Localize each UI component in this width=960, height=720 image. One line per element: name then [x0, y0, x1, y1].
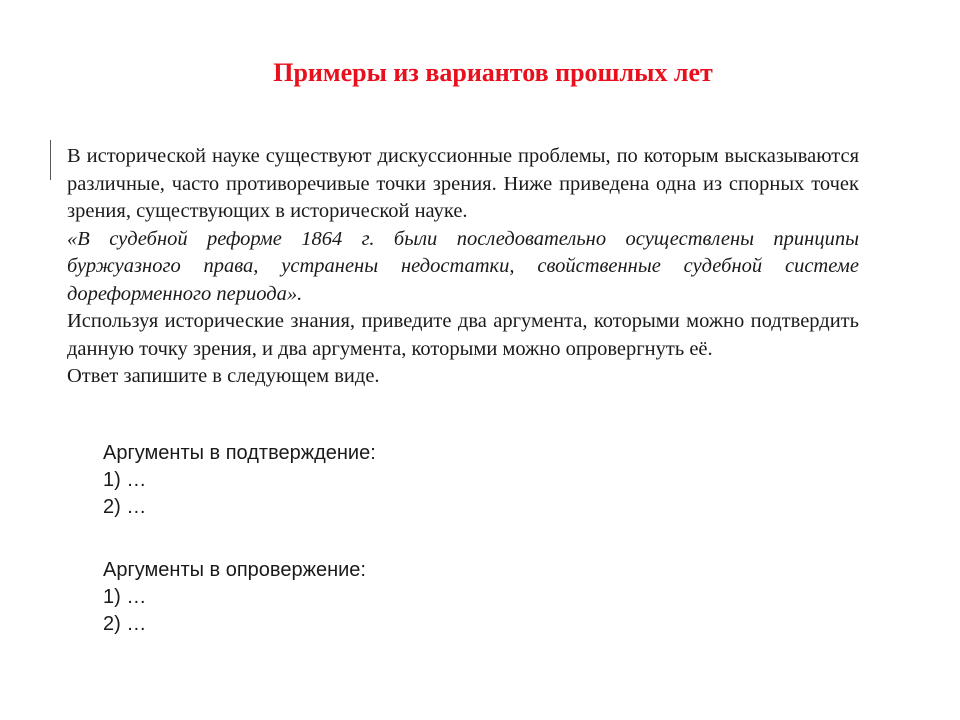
- section-spacer: [103, 521, 376, 557]
- text-cursor-bar: [50, 140, 51, 180]
- task-text-block: [67, 143, 859, 391]
- slide-title: Примеры из вариантов прошлых лет: [273, 58, 713, 87]
- support-item-1: 1) …: [103, 469, 147, 491]
- task-quote-paragraph: «В судебной реформе 1864 г. были последовательно осуществлены принципы буржуазного права, устранены недостатки, свойственные судебной системе дореформенного периода».: [67, 227, 859, 305]
- task-answer-format-line: Ответ запишите в следующем виде.: [67, 365, 380, 387]
- task-instruction-paragraph: Используя исторические знания, приведите два аргумента, которыми можно подтвердить данную точку зрения, и два аргумента, которыми можно опровергнуть её.: [67, 310, 859, 360]
- refute-heading: Аргументы в опровержение:: [103, 559, 366, 581]
- task-intro-paragraph: В исторической науке существуют дискуссионные проблемы, по которым высказываются различные, часто противоречивые точки зрения. Ниже приведена одна из спорных точек зрения, существующих в исторической науке.: [67, 145, 859, 222]
- answer-template-block: [103, 440, 376, 638]
- refute-item-1: 1) …: [103, 586, 147, 608]
- support-heading: Аргументы в подтверждение:: [103, 442, 376, 464]
- support-item-2: 2) …: [103, 496, 147, 518]
- refute-item-2: 2) …: [103, 613, 147, 635]
